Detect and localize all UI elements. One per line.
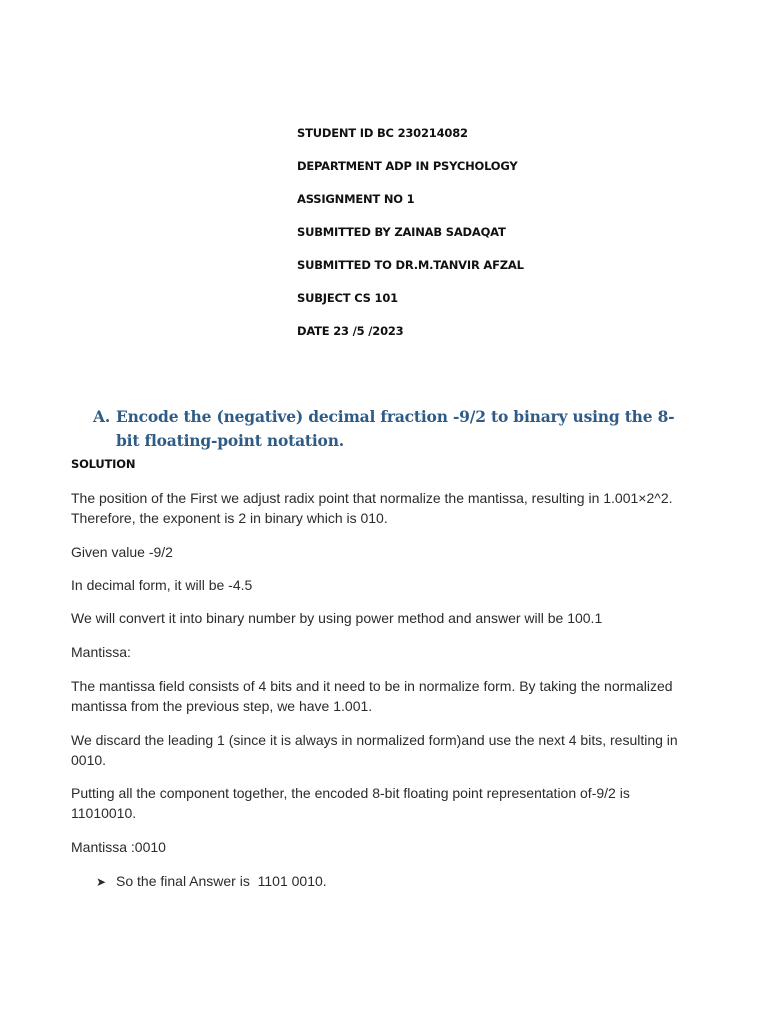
- submitted-to: SUBMITTED TO DR.M.TANVIR AFZAL: [297, 258, 524, 272]
- paragraph-decimal-form: In decimal form, it will be -4.5: [71, 577, 253, 593]
- final-answer-item: [96, 871, 327, 892]
- paragraph-mantissa-field: The mantissa field consists of 4 bits and it need to be in normalize form. By taking the normalized mantissa from the previous step, we have 1.001.: [71, 678, 673, 714]
- question-heading: [93, 405, 693, 453]
- assignment-number: ASSIGNMENT NO 1: [297, 192, 415, 206]
- arrow-bullet-icon: ➤: [96, 875, 107, 889]
- paragraph-discard-leading: We discard the leading 1 (since it is always in normalized form)and use the next 4 bits, resulting in 0010.: [71, 732, 678, 768]
- submitted-by: SUBMITTED BY ZAINAB SADAQAT: [297, 225, 506, 239]
- question-text: Encode the (negative) decimal fraction -9/2 to binary using the 8-bit floating-point notation.: [116, 407, 675, 450]
- paragraph-mantissa-value: Mantissa :0010: [71, 839, 166, 855]
- paragraph-given-value: Given value -9/2: [71, 544, 173, 560]
- student-id: STUDENT ID BC 230214082: [297, 126, 468, 140]
- paragraph-mantissa-label: Mantissa:: [71, 644, 131, 660]
- solution-title: SOLUTION: [71, 457, 136, 471]
- department: DEPARTMENT ADP IN PSYCHOLOGY: [297, 159, 518, 173]
- final-answer-text: So the final Answer is 1101 0010.: [116, 873, 327, 889]
- cover-info: [297, 124, 524, 355]
- paragraph-encoded-result: Putting all the component together, the encoded 8-bit floating point representation of-9/2 is 11010010.: [71, 785, 630, 821]
- date: DATE 23 /5 /2023: [297, 324, 404, 338]
- question-marker: A.: [93, 407, 111, 426]
- paragraph-radix: The position of the First we adjust radix point that normalize the mantissa, resulting in 1.001×2^2. Therefore, the exponent is 2 in binary which is 010.: [71, 490, 673, 526]
- paragraph-binary-conversion: We will convert it into binary number by using power method and answer will be 100.1: [71, 610, 603, 626]
- subject: SUBJECT CS 101: [297, 291, 398, 305]
